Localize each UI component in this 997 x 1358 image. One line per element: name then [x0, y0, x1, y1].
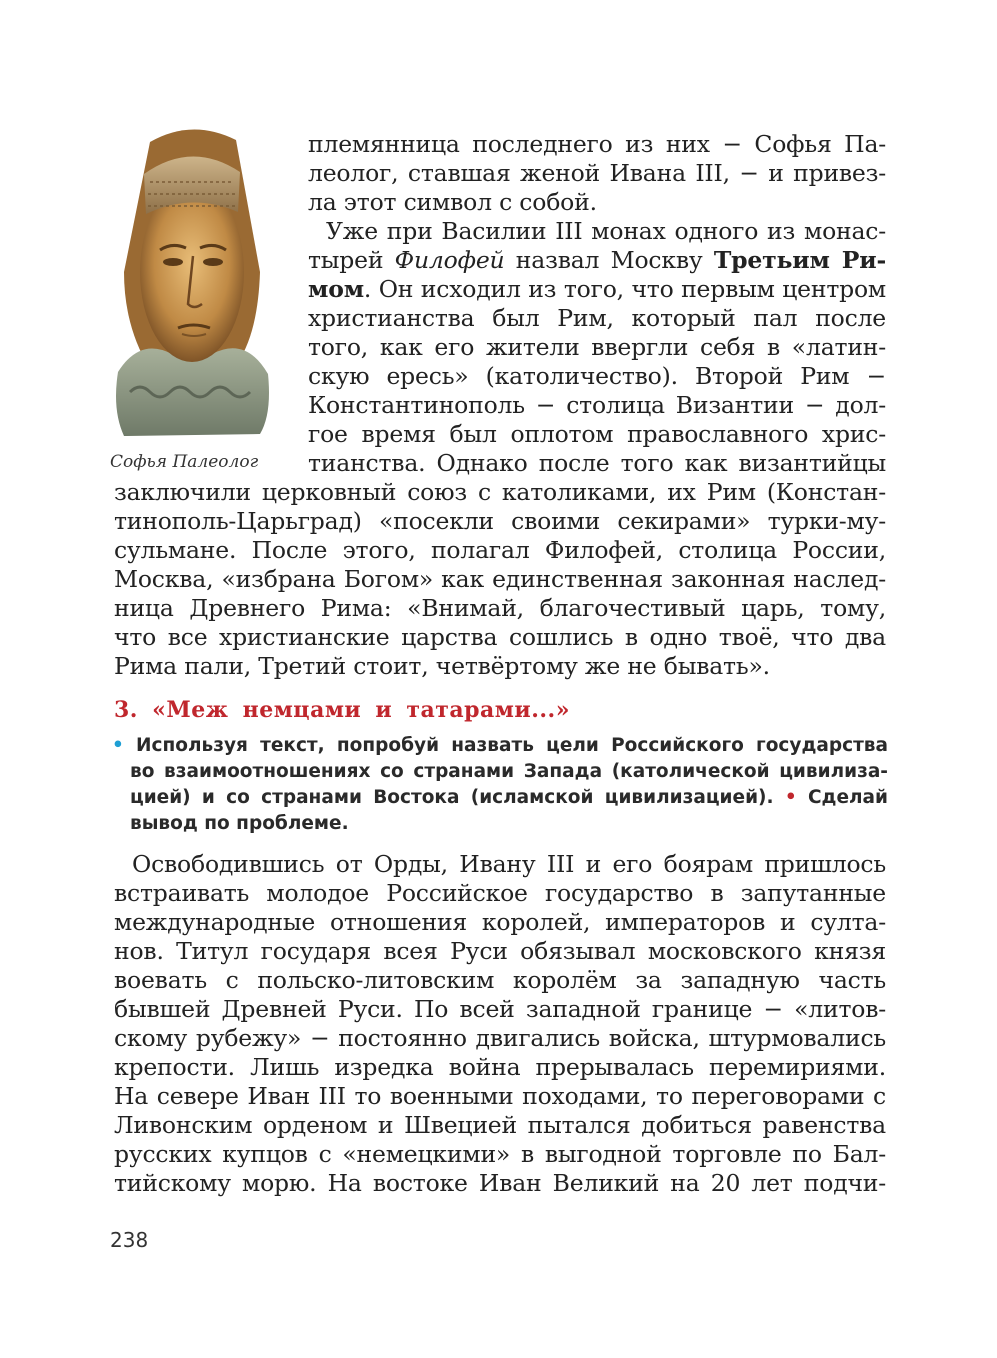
- text-line: бывшей Древней Руси. По всей западной границе − «литов-: [114, 995, 886, 1023]
- text-line: Рима пали, Третий стоит, четвёртому же не бывать».: [114, 652, 770, 680]
- text-line: леолог, ставшая женой Ивана III, − и привез-: [308, 159, 886, 187]
- bronze-bust-image: [110, 122, 274, 444]
- term-third-rome: Третьим Ри-: [713, 246, 887, 274]
- text-line: воевать с польско-литовским королём за западную часть: [114, 966, 886, 994]
- text-line: ла этот символ с собой.: [308, 188, 597, 216]
- text-line: скую ересь» (католичество). Второй Рим −: [308, 362, 886, 390]
- page-number: 238: [110, 1228, 149, 1252]
- task-line: вывод по проблеме.: [130, 813, 349, 834]
- text-line: международные отношения королей, императоров и султа-: [114, 908, 886, 936]
- text-line: заключили церковный союз с католиками, их Рим (Констан-: [114, 478, 886, 506]
- text-line: тийскому морю. На востоке Иван Великий на 20 лет подчи-: [114, 1169, 886, 1197]
- text-line: Уже при Василии III монах одного из монас-: [326, 217, 886, 245]
- section-heading: 3. «Меж немцами и татарами...»: [114, 697, 570, 723]
- text-line: того, как его жители ввергли себя в «латин-: [308, 333, 886, 361]
- text-line: нов. Титул государя всея Руси обязывал московского князя: [114, 937, 886, 965]
- bullet-red: •: [784, 787, 797, 808]
- text-line: Константинополь − столица Византии − дол-: [308, 391, 886, 419]
- text-line: Ливонским орденом и Швецией пытался добиться равенства: [114, 1111, 886, 1139]
- bullet-blue: •: [112, 735, 124, 756]
- text-line: русских купцов с «немецкими» в выгодной торговле по Бал-: [114, 1140, 886, 1168]
- sofia-paleologue-portrait: [110, 122, 274, 444]
- text-line: мом. Он исходил из того, что первым центром: [308, 275, 886, 303]
- task-line: во взаимоотношениях со странами Запада (католической цивилиза-: [130, 761, 888, 782]
- text-line: племянница последнего из них − Софья Па-: [308, 130, 886, 158]
- term-third-rome-end: мом: [308, 275, 364, 303]
- text-line: сульмане. После этого, полагал Филофей, столица России,: [114, 536, 886, 564]
- text-line: тинополь-Царьград) «посекли своими секирами» турки-му-: [114, 507, 886, 535]
- text-line: христианства был Рим, который пал после: [308, 304, 886, 332]
- emphasis-philotheus: Филофей: [394, 246, 505, 274]
- text-line: скому рубежу» − постоянно двигались войска, штурмовались: [114, 1024, 886, 1052]
- text-line: крепости. Лишь изредка война прерывалась перемириями.: [114, 1053, 886, 1081]
- text-line: гое время был оплотом православного хрис-: [308, 420, 886, 448]
- text-line: Освободившись от Орды, Ивану III и его боярам пришлось: [132, 850, 886, 878]
- task-line: цией) и со странами Востока (исламской цивилизацией). • Сделай: [130, 787, 888, 808]
- text-line: встраивать молодое Российское государство в запутанные: [114, 879, 886, 907]
- text-line: ница Древнего Рима: «Внимай, благочестивый царь, тому,: [114, 594, 886, 622]
- text-line: тианства. Однако после того как византийцы: [308, 449, 886, 477]
- text-line: На севере Иван III то военными походами, то переговорами с: [114, 1082, 886, 1110]
- task-line: • Используя текст, попробуй назвать цели Российского государства: [112, 735, 888, 756]
- text-line: тырей Филофей назвал Москву Третьим Ри-: [308, 246, 887, 274]
- text-line: Москва, «избрана Богом» как единственная законная наслед-: [114, 565, 886, 593]
- portrait-caption: Софья Палеолог: [110, 452, 259, 472]
- text-line: что все христианские царства сошлись в одно твоё, что два: [114, 623, 886, 651]
